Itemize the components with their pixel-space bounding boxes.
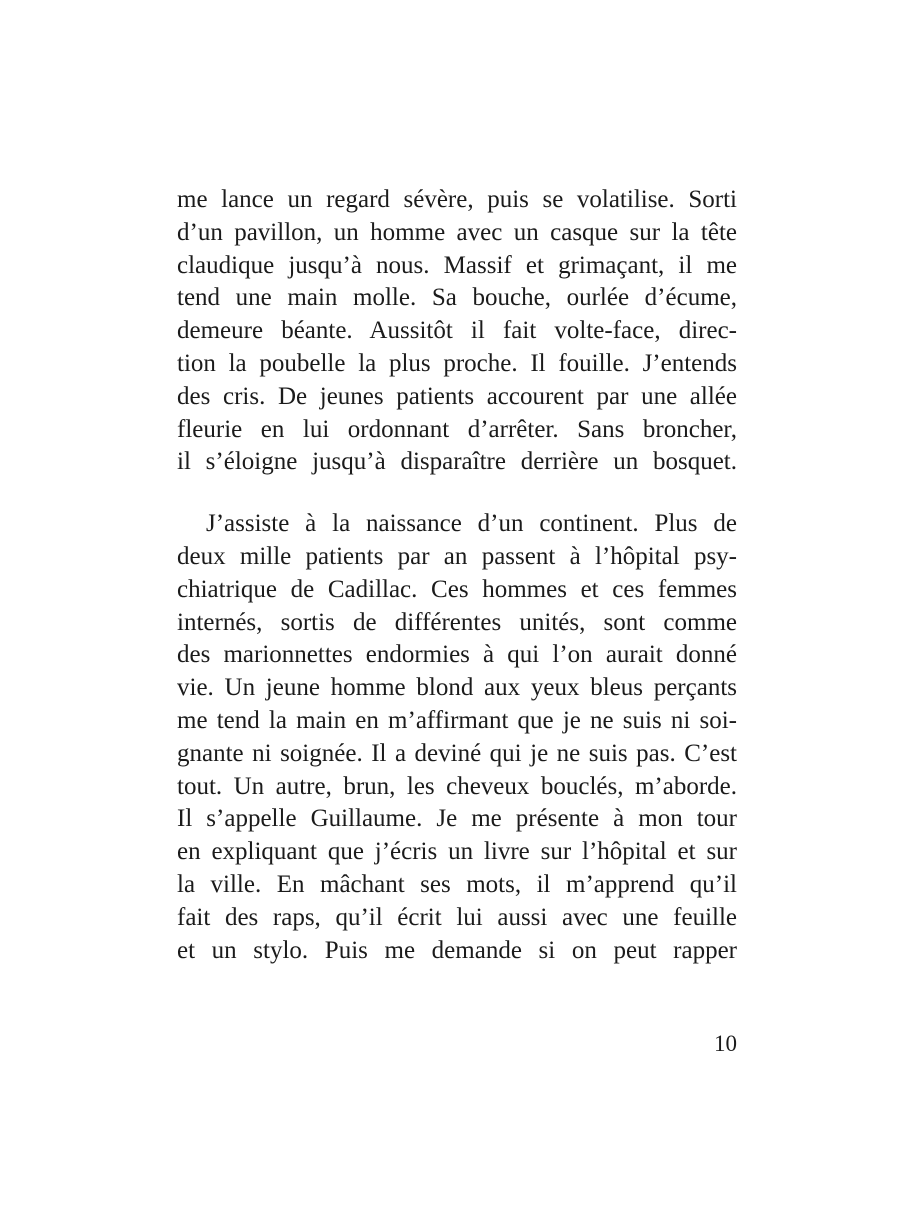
- text-line: claudique jusqu’à nous. Massif et grimaçant, il me: [177, 251, 737, 279]
- text-line: internés, sortis de différentes unités, sont comme: [177, 608, 737, 636]
- text-line: la ville. En mâchant ses mots, il m’apprend qu’il: [177, 870, 737, 898]
- text-line: et un stylo. Puis me demande si on peut rapper: [177, 936, 737, 964]
- text-line: des marionnettes endormies à qui l’on aurait donné: [177, 641, 737, 669]
- text-line: des cris. De jeunes patients accourent par une allée: [177, 382, 737, 410]
- page-number: 10: [714, 1031, 737, 1056]
- text-line: d’un pavillon, un homme avec un casque sur la tête: [177, 218, 737, 246]
- text-line: en expliquant que j’écris un livre sur l’hôpital et sur: [177, 838, 737, 866]
- paragraph: [177, 508, 737, 967]
- text-line: vie. Un jeune homme blond aux yeux bleus perçants: [177, 674, 737, 702]
- text-line: chiatrique de Cadillac. Ces hommes et ces femmes: [177, 575, 737, 603]
- text-line: me lance un regard sévère, puis se volatilise. Sorti: [177, 186, 737, 213]
- text-line: tout. Un autre, brun, les cheveux bouclés, m’aborde.: [177, 772, 737, 800]
- text-line: demeure béante. Aussitôt il fait volte-face, direc-: [177, 317, 737, 345]
- text-line: Il s’appelle Guillaume. Je me présente à mon tour: [177, 805, 737, 833]
- text-line: il s’éloigne jusqu’à disparaître derrière un bosquet.: [177, 448, 737, 476]
- text-line: fleurie en lui ordonnant d’arrêter. Sans broncher,: [177, 415, 737, 443]
- text-line: me tend la main en m’affirmant que je ne suis ni soi-: [177, 706, 737, 734]
- text-line: gnante ni soignée. Il a deviné qui je ne suis pas. C’est: [177, 739, 737, 767]
- text-line: J’assiste à la naissance d’un continent. Plus de: [206, 510, 737, 538]
- text-line: tion la poubelle la plus proche. Il fouille. J’entends: [177, 349, 737, 377]
- text-block: [177, 184, 737, 967]
- text-line: deux mille patients par an passent à l’hôpital psy-: [177, 542, 737, 570]
- paragraph: [177, 184, 737, 479]
- text-line: fait des raps, qu’il écrit lui aussi avec une feuille: [177, 903, 737, 931]
- text-line: tend une main molle. Sa bouche, ourlée d’écume,: [177, 284, 737, 312]
